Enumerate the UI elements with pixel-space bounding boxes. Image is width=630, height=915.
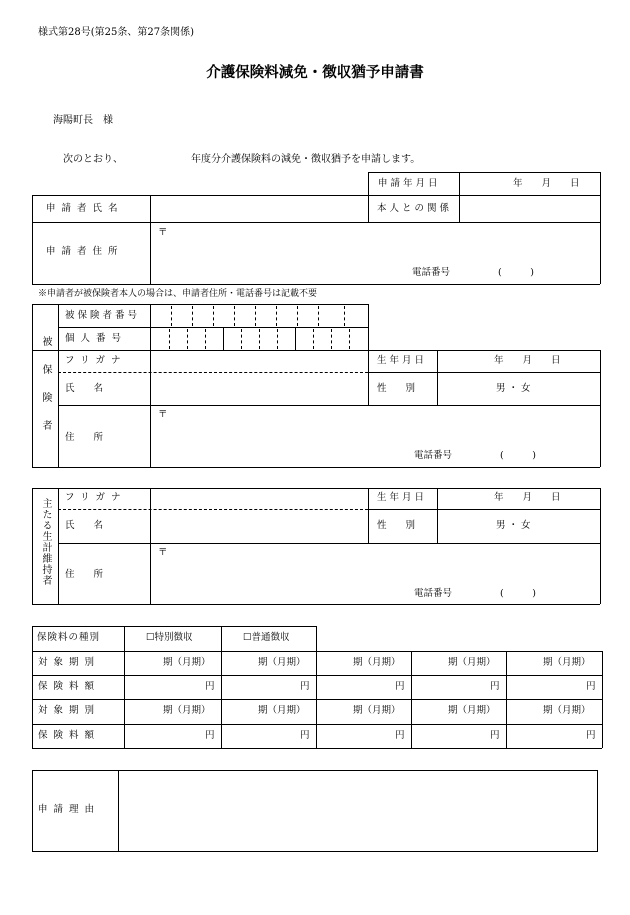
phone-label: 電話番号 bbox=[412, 267, 451, 278]
amount-label-2: 保険料額 bbox=[38, 730, 101, 741]
special-collection-checkbox[interactable]: ☐特別徴収 bbox=[146, 632, 193, 643]
application-date-value[interactable]: 年 月 日 bbox=[513, 178, 580, 189]
reason-input[interactable] bbox=[119, 771, 597, 851]
normal-collection-checkbox[interactable]: ☐普通徴収 bbox=[243, 632, 290, 643]
period-label-1: 対象期別 bbox=[38, 657, 101, 668]
householder-name-label: 氏 名 bbox=[65, 520, 104, 531]
insured-phone-label: 電話番号 bbox=[414, 450, 453, 461]
form-number: 様式第28号(第25条、第27条関係) bbox=[38, 27, 194, 38]
insured-address-label: 住 所 bbox=[65, 432, 104, 443]
amount-cell[interactable]: 円 bbox=[205, 681, 215, 692]
period-cell[interactable]: 期（月期） bbox=[448, 657, 496, 668]
application-date-label: 申請年月日 bbox=[378, 178, 441, 189]
amount-cell[interactable]: 円 bbox=[490, 681, 500, 692]
period-cell[interactable]: 期（月期） bbox=[258, 657, 306, 668]
page-title: 介護保険料減免・徴収猶予申請書 bbox=[206, 64, 424, 81]
relation-label: 本人との関係 bbox=[377, 203, 453, 214]
period-cell[interactable]: 期（月期） bbox=[258, 705, 306, 716]
premium-type-label: 保険料の種別 bbox=[37, 632, 101, 643]
amount-cell[interactable]: 円 bbox=[395, 681, 405, 692]
householder-sex-label: 性 別 bbox=[377, 520, 416, 531]
amount-cell[interactable]: 円 bbox=[205, 730, 215, 741]
insured-side-label: 被保険者 bbox=[40, 336, 51, 448]
period-cell[interactable]: 期（月期） bbox=[353, 657, 401, 668]
householder-furigana-label: フリガナ bbox=[65, 492, 127, 503]
intro-lead: 次のとおり、 bbox=[63, 154, 123, 165]
reason-label: 申請理由 bbox=[38, 804, 101, 815]
period-cell[interactable]: 期（月期） bbox=[163, 657, 211, 668]
phone-value[interactable]: ( ) bbox=[498, 267, 534, 278]
applicant-note: ※申請者が被保険者本人の場合は、申請者住所・電話番号は記載不要 bbox=[38, 289, 318, 299]
householder-birth-label: 生年月日 bbox=[377, 492, 428, 503]
insured-sex-label: 性 別 bbox=[377, 383, 416, 394]
period-cell[interactable]: 期（月期） bbox=[543, 705, 591, 716]
insured-birth-label: 生年月日 bbox=[377, 355, 428, 366]
personal-number-label: 個人番号 bbox=[65, 333, 128, 344]
insured-name-label: 氏 名 bbox=[65, 383, 104, 394]
householder-sex-value[interactable]: 男 ・ 女 bbox=[496, 520, 531, 531]
insured-sex-value[interactable]: 男 ・ 女 bbox=[496, 383, 531, 394]
amount-cell[interactable]: 円 bbox=[300, 681, 310, 692]
householder-address-label: 住 所 bbox=[65, 569, 104, 580]
insured-postal-mark: 〒 bbox=[158, 409, 168, 420]
amount-cell[interactable]: 円 bbox=[586, 681, 596, 692]
period-label-2: 対象期別 bbox=[38, 705, 101, 716]
applicant-address-label: 申請者住所 bbox=[46, 246, 124, 257]
householder-phone-label: 電話番号 bbox=[414, 588, 453, 599]
householder-postal-mark: 〒 bbox=[158, 547, 168, 558]
insured-furigana-label: フリガナ bbox=[65, 355, 127, 366]
householder-birth-value[interactable]: 年 月 日 bbox=[494, 492, 561, 503]
insured-phone-value[interactable]: ( ) bbox=[500, 450, 536, 461]
postal-mark: 〒 bbox=[158, 227, 168, 238]
amount-cell[interactable]: 円 bbox=[490, 730, 500, 741]
intro-body: 年度分介護保険料の減免・徴収猶予を申請します。 bbox=[191, 154, 421, 165]
insured-birth-value[interactable]: 年 月 日 bbox=[494, 355, 561, 366]
amount-label-1: 保険料額 bbox=[38, 681, 101, 692]
applicant-name-label: 申請者氏名 bbox=[46, 203, 124, 214]
amount-cell[interactable]: 円 bbox=[586, 730, 596, 741]
householder-side-label: 主たる生計維持者 bbox=[40, 498, 51, 586]
period-cell[interactable]: 期（月期） bbox=[163, 705, 211, 716]
amount-cell[interactable]: 円 bbox=[300, 730, 310, 741]
addressee: 海陽町長 様 bbox=[53, 115, 113, 126]
period-cell[interactable]: 期（月期） bbox=[543, 657, 591, 668]
period-cell[interactable]: 期（月期） bbox=[353, 705, 401, 716]
insured-number-label: 被保険者番号 bbox=[65, 310, 141, 321]
amount-cell[interactable]: 円 bbox=[395, 730, 405, 741]
period-cell[interactable]: 期（月期） bbox=[448, 705, 496, 716]
householder-phone-value[interactable]: ( ) bbox=[500, 588, 536, 599]
